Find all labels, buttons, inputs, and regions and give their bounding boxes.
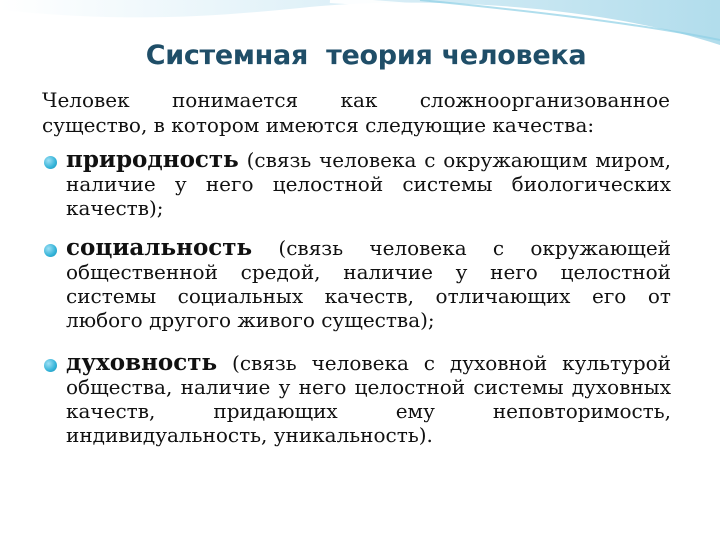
item-text: (связь человека с окружающей общественной средой, наличие у него целостной системы социальных качеств, отличающих его от любого другого живого существа); [66,236,671,332]
intro-paragraph: Человек понимается как сложноорганизованное существо, в котором имеются следующие качества: [42,88,670,137]
bullet-icon [44,244,57,257]
list-item [66,148,671,220]
item-text: (связь человека с духовной культурой общества, наличие у него целостной системы духовных качеств, придающих ему неповторимость, индивидуальность, уникальность). [66,351,671,447]
bullet-icon [44,156,57,169]
item-text: (связь человека с окружающим миром, наличие у него целостной системы биологических качеств); [66,148,671,220]
list-item [66,351,671,447]
bullet-icon [44,359,57,372]
slide-title: Системная теория человека [145,40,587,71]
item-term: духовность [66,349,218,376]
item-term: социальность [66,234,253,261]
list-item [66,236,671,332]
item-term: природность [66,146,239,173]
